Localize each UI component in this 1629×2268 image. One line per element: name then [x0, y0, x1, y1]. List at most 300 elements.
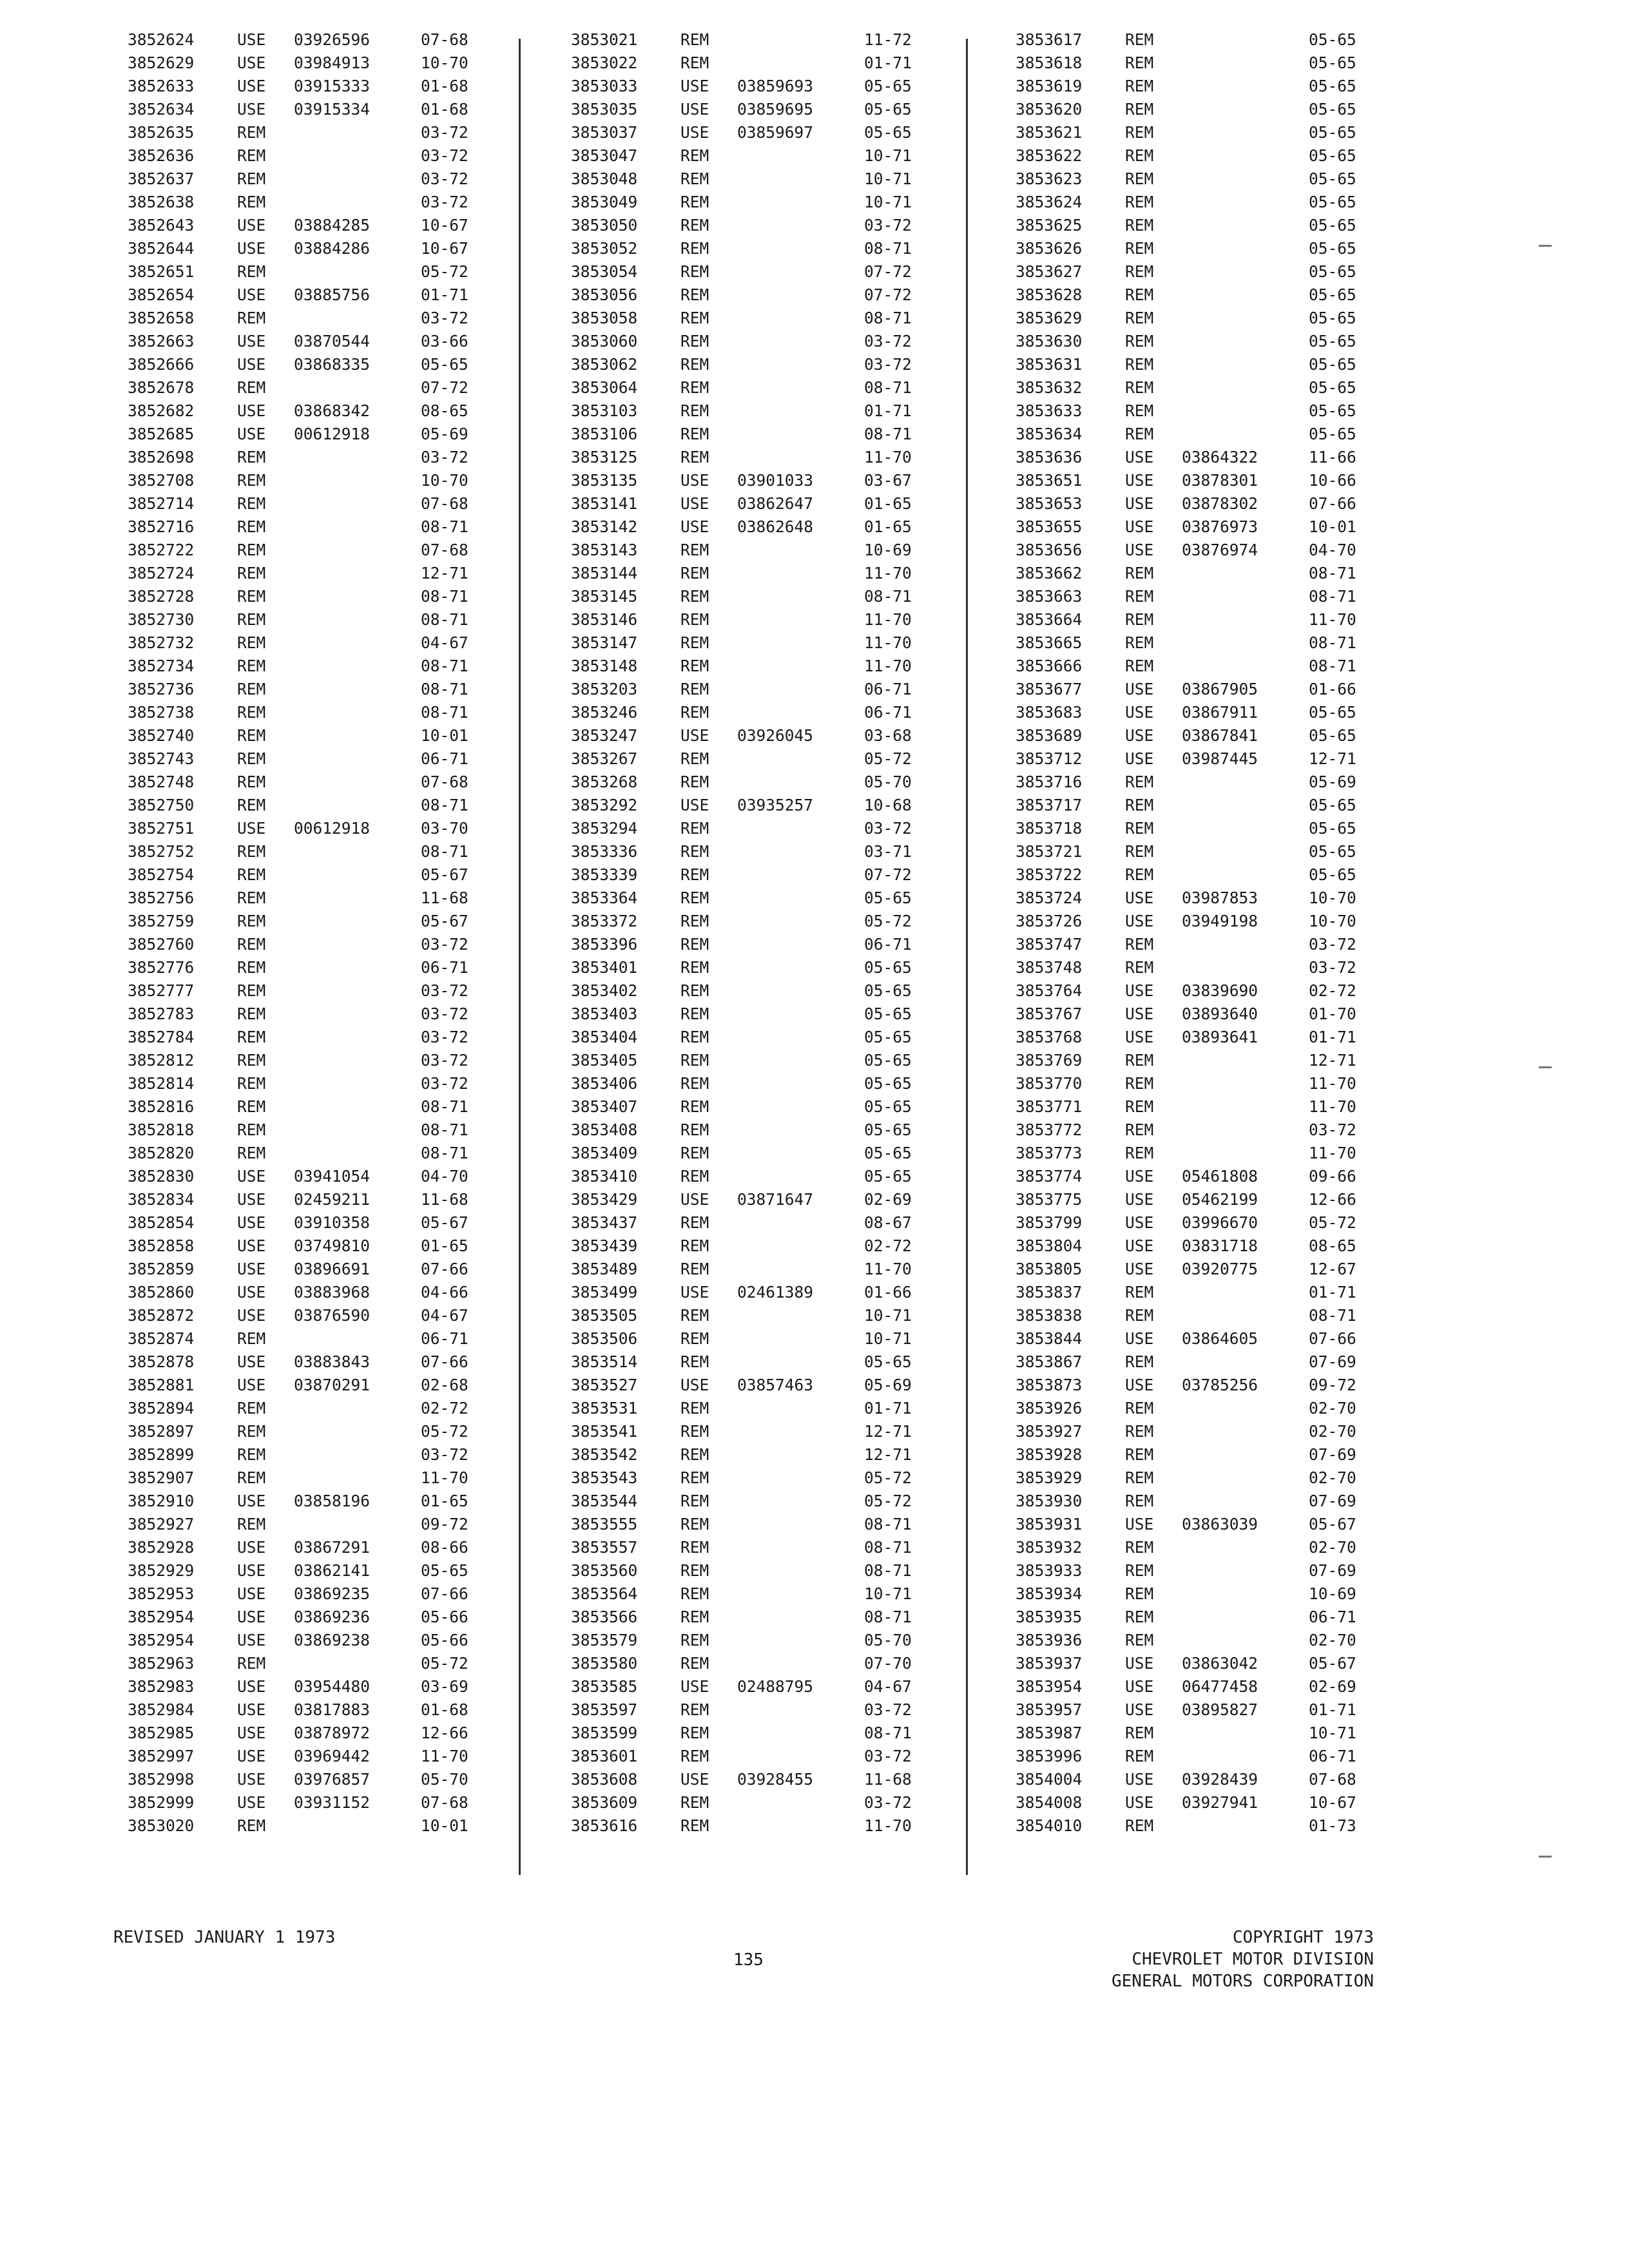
- part-number: 3853541: [571, 1422, 638, 1441]
- part-number: 3853514: [571, 1352, 638, 1371]
- effective-date: 05-72: [421, 1654, 468, 1673]
- replacement-part-number: 03915334: [294, 100, 371, 119]
- action-code: REM: [1125, 610, 1154, 629]
- action-code: USE: [1125, 726, 1154, 745]
- effective-date: 02-70: [1309, 1538, 1356, 1557]
- action-code: USE: [680, 1376, 709, 1394]
- part-number: 3853054: [571, 262, 638, 281]
- action-code: REM: [237, 448, 266, 466]
- effective-date: 05-65: [864, 889, 912, 907]
- part-number: 3853608: [571, 1770, 638, 1789]
- action-code: USE: [237, 1584, 266, 1603]
- action-code: REM: [1125, 1283, 1154, 1302]
- action-code: USE: [237, 355, 266, 374]
- action-code: REM: [680, 610, 709, 629]
- action-code: REM: [1125, 1816, 1154, 1835]
- part-number: 3853996: [1016, 1747, 1083, 1765]
- effective-date: 05-70: [864, 1631, 912, 1649]
- part-number: 3852682: [128, 401, 195, 420]
- part-number: 3853144: [571, 564, 638, 582]
- part-number: 3853033: [571, 77, 638, 95]
- part-number: 3853405: [571, 1051, 638, 1070]
- replacement-part-number: 03863042: [1182, 1654, 1258, 1673]
- part-number: 3853560: [571, 1561, 638, 1580]
- action-code: REM: [1125, 332, 1154, 351]
- part-number: 3852738: [128, 703, 195, 722]
- action-code: USE: [1125, 1793, 1154, 1812]
- part-number: 3853772: [1016, 1120, 1083, 1139]
- effective-date: 01-70: [1309, 1004, 1356, 1023]
- copyright-line: COPYRIGHT 1973: [1232, 1928, 1374, 1947]
- effective-date: 11-70: [864, 610, 912, 629]
- action-code: REM: [680, 842, 709, 861]
- action-code: REM: [237, 889, 266, 907]
- part-number: 3853580: [571, 1654, 638, 1673]
- part-number: 3853597: [571, 1700, 638, 1719]
- effective-date: 12-71: [421, 564, 468, 582]
- action-code: REM: [1125, 1724, 1154, 1742]
- effective-date: 03-72: [421, 309, 468, 327]
- part-number: 3852954: [128, 1608, 195, 1626]
- part-number: 3853292: [571, 796, 638, 814]
- action-code: USE: [237, 1770, 266, 1789]
- part-number: 3852818: [128, 1120, 195, 1139]
- action-code: USE: [237, 425, 266, 443]
- part-number: 3853410: [571, 1167, 638, 1186]
- effective-date: 08-71: [1309, 587, 1356, 606]
- effective-date: 05-65: [1309, 77, 1356, 95]
- effective-date: 03-72: [421, 193, 468, 211]
- replacement-part-number: 03868335: [294, 355, 371, 374]
- action-code: USE: [1125, 1167, 1154, 1186]
- part-number: 3853656: [1016, 541, 1083, 559]
- effective-date: 03-72: [421, 448, 468, 466]
- part-number: 3853934: [1016, 1584, 1083, 1603]
- margin-mark: [1539, 245, 1552, 247]
- effective-date: 08-71: [421, 1120, 468, 1139]
- effective-date: 01-65: [421, 1492, 468, 1510]
- part-number: 3852897: [128, 1422, 195, 1441]
- effective-date: 03-72: [864, 819, 912, 838]
- action-code: REM: [680, 1492, 709, 1510]
- effective-date: 06-71: [1309, 1747, 1356, 1765]
- part-number: 3853987: [1016, 1724, 1083, 1742]
- action-code: REM: [1125, 378, 1154, 397]
- effective-date: 05-65: [864, 1004, 912, 1023]
- part-number: 3852760: [128, 935, 195, 954]
- effective-date: 01-65: [864, 517, 912, 536]
- effective-date: 03-72: [421, 1074, 468, 1093]
- effective-date: 03-72: [421, 146, 468, 165]
- action-code: REM: [237, 1051, 266, 1070]
- part-number: 3853775: [1016, 1190, 1083, 1209]
- replacement-part-number: 05462199: [1182, 1190, 1258, 1209]
- action-code: REM: [1125, 657, 1154, 675]
- action-code: REM: [680, 819, 709, 838]
- part-number: 3853712: [1016, 749, 1083, 768]
- action-code: REM: [1125, 958, 1154, 977]
- part-number: 3852651: [128, 262, 195, 281]
- part-number: 3853404: [571, 1028, 638, 1046]
- action-code: REM: [1125, 1492, 1154, 1510]
- part-number: 3853396: [571, 935, 638, 954]
- page-number: 135: [733, 1950, 764, 1970]
- part-number: 3853141: [571, 494, 638, 513]
- effective-date: 06-71: [1309, 1608, 1356, 1626]
- action-code: REM: [1125, 193, 1154, 211]
- replacement-part-number: 03867291: [294, 1538, 371, 1557]
- action-code: USE: [680, 471, 709, 490]
- part-number: 3853929: [1016, 1468, 1083, 1487]
- part-number: 3853622: [1016, 146, 1083, 165]
- action-code: USE: [237, 819, 266, 838]
- effective-date: 03-72: [421, 169, 468, 188]
- action-code: REM: [237, 842, 266, 861]
- action-code: USE: [1125, 889, 1154, 907]
- action-code: USE: [1125, 749, 1154, 768]
- action-code: USE: [1125, 1004, 1154, 1023]
- part-number: 3852854: [128, 1213, 195, 1232]
- action-code: USE: [1125, 517, 1154, 536]
- effective-date: 01-71: [864, 1399, 912, 1418]
- part-number: 3853125: [571, 448, 638, 466]
- replacement-part-number: 03749810: [294, 1236, 371, 1255]
- part-number: 3853626: [1016, 239, 1083, 258]
- part-number: 3852752: [128, 842, 195, 861]
- effective-date: 01-66: [1309, 680, 1356, 698]
- effective-date: 11-70: [421, 1747, 468, 1765]
- replacement-part-number: 03862647: [737, 494, 814, 513]
- effective-date: 04-67: [421, 633, 468, 652]
- effective-date: 10-01: [421, 1816, 468, 1835]
- effective-date: 02-70: [1309, 1399, 1356, 1418]
- part-number: 3852777: [128, 981, 195, 1000]
- effective-date: 08-65: [1309, 1236, 1356, 1255]
- effective-date: 03-72: [421, 1051, 468, 1070]
- effective-date: 05-72: [864, 749, 912, 768]
- action-code: USE: [237, 1724, 266, 1742]
- effective-date: 07-66: [421, 1260, 468, 1278]
- part-number: 3852748: [128, 773, 195, 791]
- part-number: 3852685: [128, 425, 195, 443]
- replacement-part-number: 00612918: [294, 819, 371, 838]
- effective-date: 06-71: [421, 749, 468, 768]
- part-number: 3853931: [1016, 1515, 1083, 1533]
- effective-date: 10-01: [1309, 517, 1356, 536]
- replacement-part-number: 03915333: [294, 77, 371, 95]
- replacement-part-number: 02461389: [737, 1283, 814, 1302]
- action-code: REM: [237, 912, 266, 930]
- effective-date: 01-73: [1309, 1816, 1356, 1835]
- revised-date: REVISED JANUARY 1 1973: [113, 1928, 336, 1947]
- replacement-part-number: 03987853: [1182, 889, 1258, 907]
- effective-date: 06-71: [864, 703, 912, 722]
- part-number: 3853617: [1016, 30, 1083, 49]
- replacement-part-number: 03884285: [294, 216, 371, 235]
- effective-date: 08-71: [421, 657, 468, 675]
- part-number: 3853769: [1016, 1051, 1083, 1070]
- part-number: 3853799: [1016, 1213, 1083, 1232]
- part-number: 3853564: [571, 1584, 638, 1603]
- effective-date: 03-72: [1309, 1120, 1356, 1139]
- replacement-part-number: 02459211: [294, 1190, 371, 1209]
- effective-date: 05-65: [1309, 193, 1356, 211]
- part-number: 3853035: [571, 100, 638, 119]
- action-code: REM: [1125, 1422, 1154, 1441]
- action-code: USE: [237, 1677, 266, 1696]
- action-code: REM: [1125, 262, 1154, 281]
- effective-date: 05-65: [1309, 401, 1356, 420]
- action-code: REM: [1125, 30, 1154, 49]
- action-code: REM: [680, 1097, 709, 1116]
- action-code: REM: [237, 1654, 266, 1673]
- effective-date: 11-68: [864, 1770, 912, 1789]
- effective-date: 10-68: [864, 796, 912, 814]
- part-number: 3853148: [571, 657, 638, 675]
- part-number: 3853246: [571, 703, 638, 722]
- part-number: 3852899: [128, 1445, 195, 1464]
- replacement-part-number: 03893640: [1182, 1004, 1258, 1023]
- effective-date: 10-71: [864, 1329, 912, 1348]
- part-number: 3852929: [128, 1561, 195, 1580]
- part-number: 3853957: [1016, 1700, 1083, 1719]
- action-code: REM: [1125, 401, 1154, 420]
- replacement-part-number: 03817883: [294, 1700, 371, 1719]
- action-code: REM: [680, 1167, 709, 1186]
- part-number: 3853364: [571, 889, 638, 907]
- effective-date: 11-70: [864, 564, 912, 582]
- part-number: 3853665: [1016, 633, 1083, 652]
- part-number: 3853401: [571, 958, 638, 977]
- part-number: 3853632: [1016, 378, 1083, 397]
- replacement-part-number: 03869235: [294, 1584, 371, 1603]
- effective-date: 08-71: [864, 587, 912, 606]
- effective-date: 08-71: [421, 680, 468, 698]
- effective-date: 10-69: [1309, 1584, 1356, 1603]
- action-code: REM: [237, 587, 266, 606]
- effective-date: 07-66: [1309, 494, 1356, 513]
- effective-date: 07-66: [1309, 1329, 1356, 1348]
- effective-date: 11-70: [1309, 1144, 1356, 1162]
- action-code: USE: [1125, 912, 1154, 930]
- action-code: REM: [680, 193, 709, 211]
- action-code: USE: [237, 1561, 266, 1580]
- effective-date: 07-66: [421, 1584, 468, 1603]
- part-number: 3853050: [571, 216, 638, 235]
- effective-date: 05-66: [421, 1608, 468, 1626]
- action-code: REM: [680, 239, 709, 258]
- replacement-part-number: 03926596: [294, 30, 371, 49]
- part-number: 3853623: [1016, 169, 1083, 188]
- part-number: 3852654: [128, 285, 195, 304]
- part-number: 3853677: [1016, 680, 1083, 698]
- part-number: 3852881: [128, 1376, 195, 1394]
- replacement-part-number: 03859695: [737, 100, 814, 119]
- part-number: 3853336: [571, 842, 638, 861]
- replacement-part-number: 03859693: [737, 77, 814, 95]
- effective-date: 12-71: [864, 1445, 912, 1464]
- action-code: REM: [1125, 564, 1154, 582]
- action-code: REM: [1125, 1399, 1154, 1418]
- part-number: 3853804: [1016, 1236, 1083, 1255]
- action-code: REM: [237, 1004, 266, 1023]
- replacement-part-number: 03885756: [294, 285, 371, 304]
- action-code: USE: [1125, 1770, 1154, 1789]
- action-code: REM: [237, 935, 266, 954]
- action-code: REM: [237, 1144, 266, 1162]
- part-number: 3853768: [1016, 1028, 1083, 1046]
- action-code: USE: [680, 494, 709, 513]
- part-number: 3852629: [128, 53, 195, 72]
- replacement-part-number: 03928455: [737, 1770, 814, 1789]
- action-code: REM: [680, 1260, 709, 1278]
- replacement-part-number: 03878302: [1182, 494, 1258, 513]
- replacement-part-number: 03871647: [737, 1190, 814, 1209]
- part-number: 3852658: [128, 309, 195, 327]
- replacement-part-number: 03867905: [1182, 680, 1258, 698]
- effective-date: 03-68: [864, 726, 912, 745]
- effective-date: 08-71: [421, 1144, 468, 1162]
- effective-date: 08-71: [1309, 1306, 1356, 1325]
- part-number: 3853022: [571, 53, 638, 72]
- part-number: 3852635: [128, 123, 195, 142]
- action-code: REM: [680, 309, 709, 327]
- action-code: REM: [680, 1793, 709, 1812]
- effective-date: 05-65: [864, 1051, 912, 1070]
- replacement-part-number: 03941054: [294, 1167, 371, 1186]
- part-number: 3853629: [1016, 309, 1083, 327]
- part-number: 3853770: [1016, 1074, 1083, 1093]
- part-number: 3852663: [128, 332, 195, 351]
- part-number: 3853609: [571, 1793, 638, 1812]
- replacement-part-number: 03864322: [1182, 448, 1258, 466]
- part-number: 3853935: [1016, 1608, 1083, 1626]
- effective-date: 05-72: [421, 1422, 468, 1441]
- replacement-part-number: 00612918: [294, 425, 371, 443]
- part-number: 3852759: [128, 912, 195, 930]
- replacement-part-number: 03870544: [294, 332, 371, 351]
- action-code: REM: [680, 981, 709, 1000]
- effective-date: 05-67: [1309, 1654, 1356, 1673]
- action-code: USE: [1125, 703, 1154, 722]
- action-code: REM: [1125, 1747, 1154, 1765]
- action-code: REM: [680, 1816, 709, 1835]
- effective-date: 06-71: [864, 680, 912, 698]
- action-code: REM: [1125, 1051, 1154, 1070]
- action-code: REM: [680, 1608, 709, 1626]
- part-number: 3853403: [571, 1004, 638, 1023]
- part-number: 3852830: [128, 1167, 195, 1186]
- action-code: REM: [1125, 1468, 1154, 1487]
- part-number: 3853936: [1016, 1631, 1083, 1649]
- part-number: 3852751: [128, 819, 195, 838]
- effective-date: 07-72: [421, 378, 468, 397]
- action-code: REM: [1125, 1074, 1154, 1093]
- effective-date: 05-65: [1309, 169, 1356, 188]
- effective-date: 09-72: [1309, 1376, 1356, 1394]
- action-code: USE: [237, 1793, 266, 1812]
- part-number: 3852984: [128, 1700, 195, 1719]
- effective-date: 05-72: [1309, 1213, 1356, 1232]
- action-code: REM: [680, 1236, 709, 1255]
- action-code: REM: [680, 1445, 709, 1464]
- effective-date: 05-65: [864, 77, 912, 95]
- action-code: REM: [680, 564, 709, 582]
- effective-date: 07-70: [864, 1654, 912, 1673]
- replacement-part-number: 03864605: [1182, 1329, 1258, 1348]
- replacement-part-number: 03785256: [1182, 1376, 1258, 1394]
- action-code: REM: [1125, 123, 1154, 142]
- part-number: 3853505: [571, 1306, 638, 1325]
- effective-date: 10-71: [864, 1584, 912, 1603]
- effective-date: 05-65: [864, 1352, 912, 1371]
- part-number: 3853489: [571, 1260, 638, 1278]
- part-number: 3853544: [571, 1492, 638, 1510]
- copyright-line: GENERAL MOTORS CORPORATION: [1112, 1972, 1374, 1991]
- action-code: USE: [237, 53, 266, 72]
- replacement-part-number: 03895827: [1182, 1700, 1258, 1719]
- effective-date: 03-70: [421, 819, 468, 838]
- part-number: 3853585: [571, 1677, 638, 1696]
- part-number: 3853566: [571, 1608, 638, 1626]
- effective-date: 05-65: [1309, 123, 1356, 142]
- action-code: USE: [237, 1608, 266, 1626]
- part-number: 3853103: [571, 401, 638, 420]
- effective-date: 05-65: [1309, 865, 1356, 884]
- replacement-part-number: 03901033: [737, 471, 814, 490]
- part-number: 3853718: [1016, 819, 1083, 838]
- part-number: 3852894: [128, 1399, 195, 1418]
- action-code: USE: [237, 100, 266, 119]
- part-number: 3852820: [128, 1144, 195, 1162]
- part-number: 3853339: [571, 865, 638, 884]
- part-number: 3852750: [128, 796, 195, 814]
- action-code: USE: [680, 123, 709, 142]
- part-number: 3853771: [1016, 1097, 1083, 1116]
- action-code: USE: [1125, 981, 1154, 1000]
- part-number: 3853407: [571, 1097, 638, 1116]
- part-number: 3853601: [571, 1747, 638, 1765]
- effective-date: 05-65: [864, 123, 912, 142]
- part-number: 3853773: [1016, 1144, 1083, 1162]
- part-number: 3854010: [1016, 1816, 1083, 1835]
- action-code: REM: [237, 262, 266, 281]
- action-code: USE: [237, 30, 266, 49]
- replacement-part-number: 03878301: [1182, 471, 1258, 490]
- action-code: REM: [237, 471, 266, 490]
- part-number: 3853653: [1016, 494, 1083, 513]
- action-code: REM: [680, 355, 709, 374]
- part-number: 3853927: [1016, 1422, 1083, 1441]
- action-code: REM: [1125, 169, 1154, 188]
- part-number: 3853064: [571, 378, 638, 397]
- part-number: 3853020: [128, 1816, 195, 1835]
- effective-date: 09-66: [1309, 1167, 1356, 1186]
- action-code: USE: [680, 77, 709, 95]
- effective-date: 11-70: [421, 1468, 468, 1487]
- action-code: REM: [680, 448, 709, 466]
- part-number: 3852859: [128, 1260, 195, 1278]
- part-number: 3852999: [128, 1793, 195, 1812]
- action-code: REM: [237, 981, 266, 1000]
- part-number: 3852860: [128, 1283, 195, 1302]
- action-code: USE: [1125, 1213, 1154, 1232]
- part-number: 3853527: [571, 1376, 638, 1394]
- effective-date: 05-67: [421, 1213, 468, 1232]
- action-code: REM: [1125, 1561, 1154, 1580]
- effective-date: 07-72: [864, 262, 912, 281]
- effective-date: 04-70: [1309, 541, 1356, 559]
